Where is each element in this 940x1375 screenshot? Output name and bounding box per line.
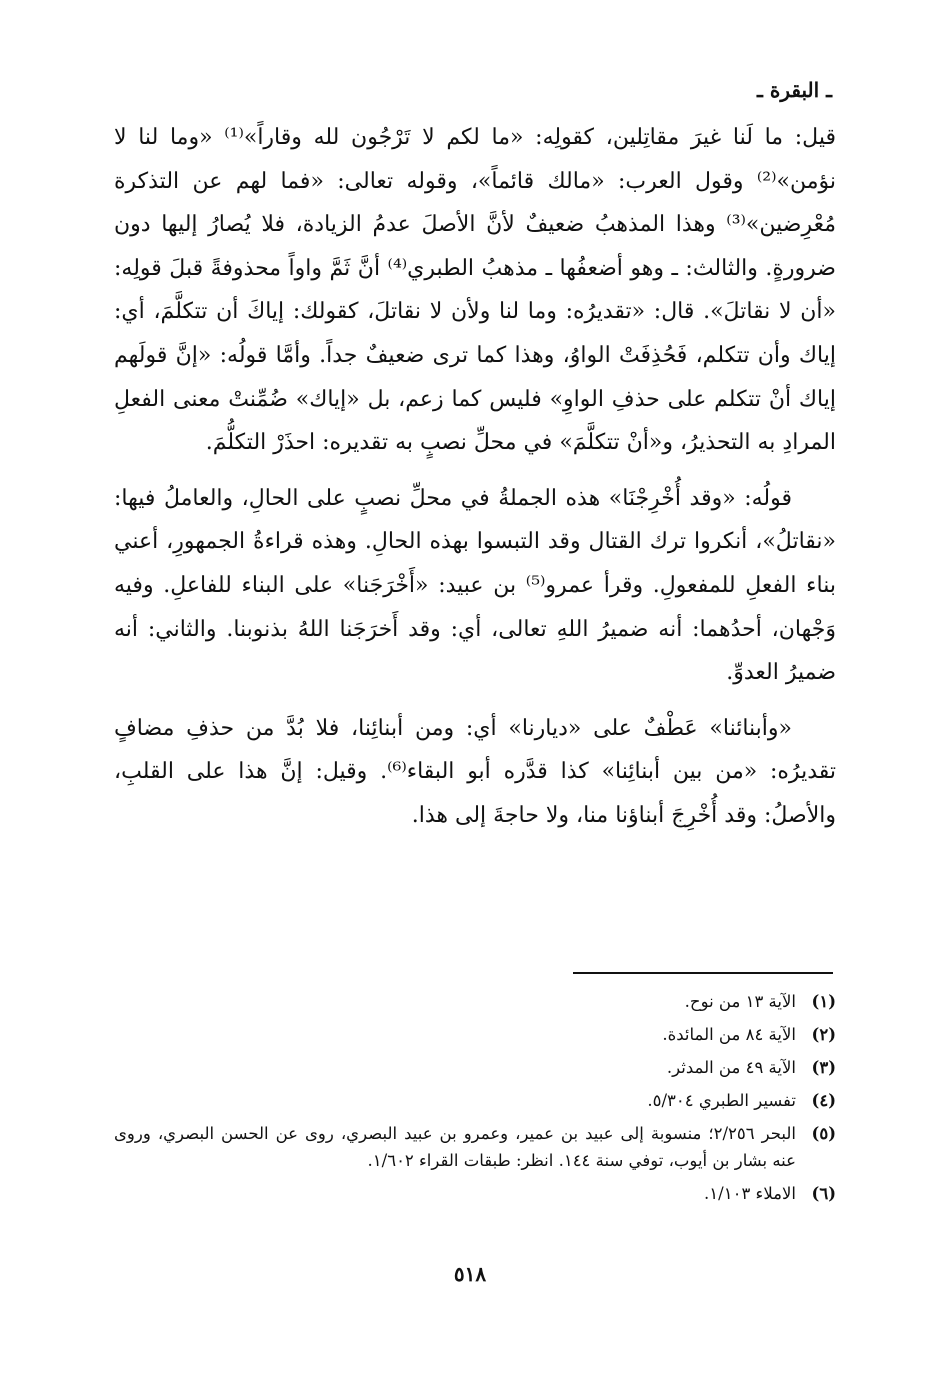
footnote-number: (٤) — [811, 1091, 836, 1110]
footnote-4 — [114, 1087, 836, 1114]
footnote-number: (٣) — [811, 1058, 836, 1077]
footnote-text: تفسير الطبري ٥/٣٠٤. — [647, 1091, 796, 1110]
footnote-1 — [114, 988, 836, 1015]
page-number: ٥١٨ — [453, 1262, 487, 1286]
footnote-number: (١) — [811, 992, 836, 1011]
footnote-6 — [114, 1180, 836, 1207]
running-header: ـ البقرة ـ — [757, 78, 832, 102]
paragraph-1: قيل: ما لَنا غيرَ مقاتِلين، كقولِه: «ما لكم لا تَرْجُون لله وقاراً»⁽¹⁾ «وما لنا لا نؤمن»⁽²⁾ وقول العرب: «مالك قائماً»، وقوله تعالى: «فما لهم عن التذكرة مُعْرِضين»⁽³⁾ وهذا المذهبُ ضعيفٌ لأنَّ الأصلَ عدمُ الزيادة، فلا يُصارُ إليها دون ضرورةٍ. والثالث: ـ وهو أضعفُها ـ مذهبُ الطبري⁽⁴⁾ أنَّ ثَمَّ واواً محذوفةً قبلَ قولِه: «أن لا نقاتلَ». قال: «تقديرُه: وما لنا ولأن لا نقاتلَ، كقولك: إياكَ أن تتكلَّمَ، أي: إياك وأن تتكلم، فَحُذِفَتْ الواوُ، وهذا كما ترى ضعيفٌ جداً. وأمَّا قولُه: «إنَّ قولَهم إياك أنْ تتكلم على حذفِ الواوِ» فليس كما زعم، بل «إياك» ضُمِّنتْ معنى الفعلِ المرادِ به التحذيرُ، و«أنْ تتكلَّمَ» في محلِّ نصبٍ به تقديره: احذَرْ التكلُّمَ. — [114, 125, 837, 456]
footnote-text: الآية ١٣ من نوح. — [684, 992, 796, 1011]
footnote-separator — [573, 972, 833, 974]
footnotes-list — [114, 988, 836, 1213]
footnote-text: الآية ٤٩ من المدثر. — [666, 1058, 796, 1077]
footnote-text: الآية ٨٤ من المائدة. — [662, 1025, 796, 1044]
main-text — [114, 116, 836, 838]
footnote-2 — [114, 1021, 836, 1048]
footnote-number: (٢) — [811, 1025, 836, 1044]
footnote-3 — [114, 1054, 836, 1081]
footnote-number: (٥) — [811, 1124, 836, 1143]
footnote-text: البحر ٢/٢٥٦؛ منسوبة إلى عبيد بن عمير، وعمرو بن عبيد البصري، روى عن الحسن البصري، وروى عنه بشار بن أيوب، توفي سنة ١٤٤. انظر: طبقات القراء ١/٦٠٢. — [114, 1124, 796, 1170]
paragraph-3: «وأبنائنا» عَطْفٌ على «ديارنا» أي: ومن أبنائِنا، فلا بُدَّ من حذفِ مضافٍ تقديرُه: «من بين أبنائِنا» كذا قدَّره أبو البقاء⁽⁶⁾. وقيل: إنَّ هذا على القلبِ، والأصلُ: وقد أُخْرِجَ أبناؤنا منا، ولا حاجةَ إلى هذا. — [114, 715, 836, 828]
paragraph-2: قولُه: «وقد أُخْرِجْنَا» هذه الجملةُ في محلِّ نصبٍ على الحالِ، والعاملُ فيها: «نقاتلُ»، أنكروا ترك القتال وقد التبسوا بهذه الحالِ. وهذه قراءةُ الجمهورِ، أعني بناء الفعلِ للمفعولِ. وقرأ عمرو⁽⁵⁾ بن عبيد: «أَخْرَجَنا» على البناء للفاعلِ. وفيه وَجْهان، أحدُهما: أنه ضميرُ اللهِ تعالى، أي: وقد أَخرَجَنا اللهُ بذنوبنا. والثاني: أنه ضميرُ العدوِّ. — [114, 485, 836, 686]
footnote-5 — [114, 1120, 836, 1174]
footnote-number: (٦) — [811, 1184, 836, 1203]
footnote-text: الاملاء ١/١٠٣. — [704, 1184, 796, 1203]
